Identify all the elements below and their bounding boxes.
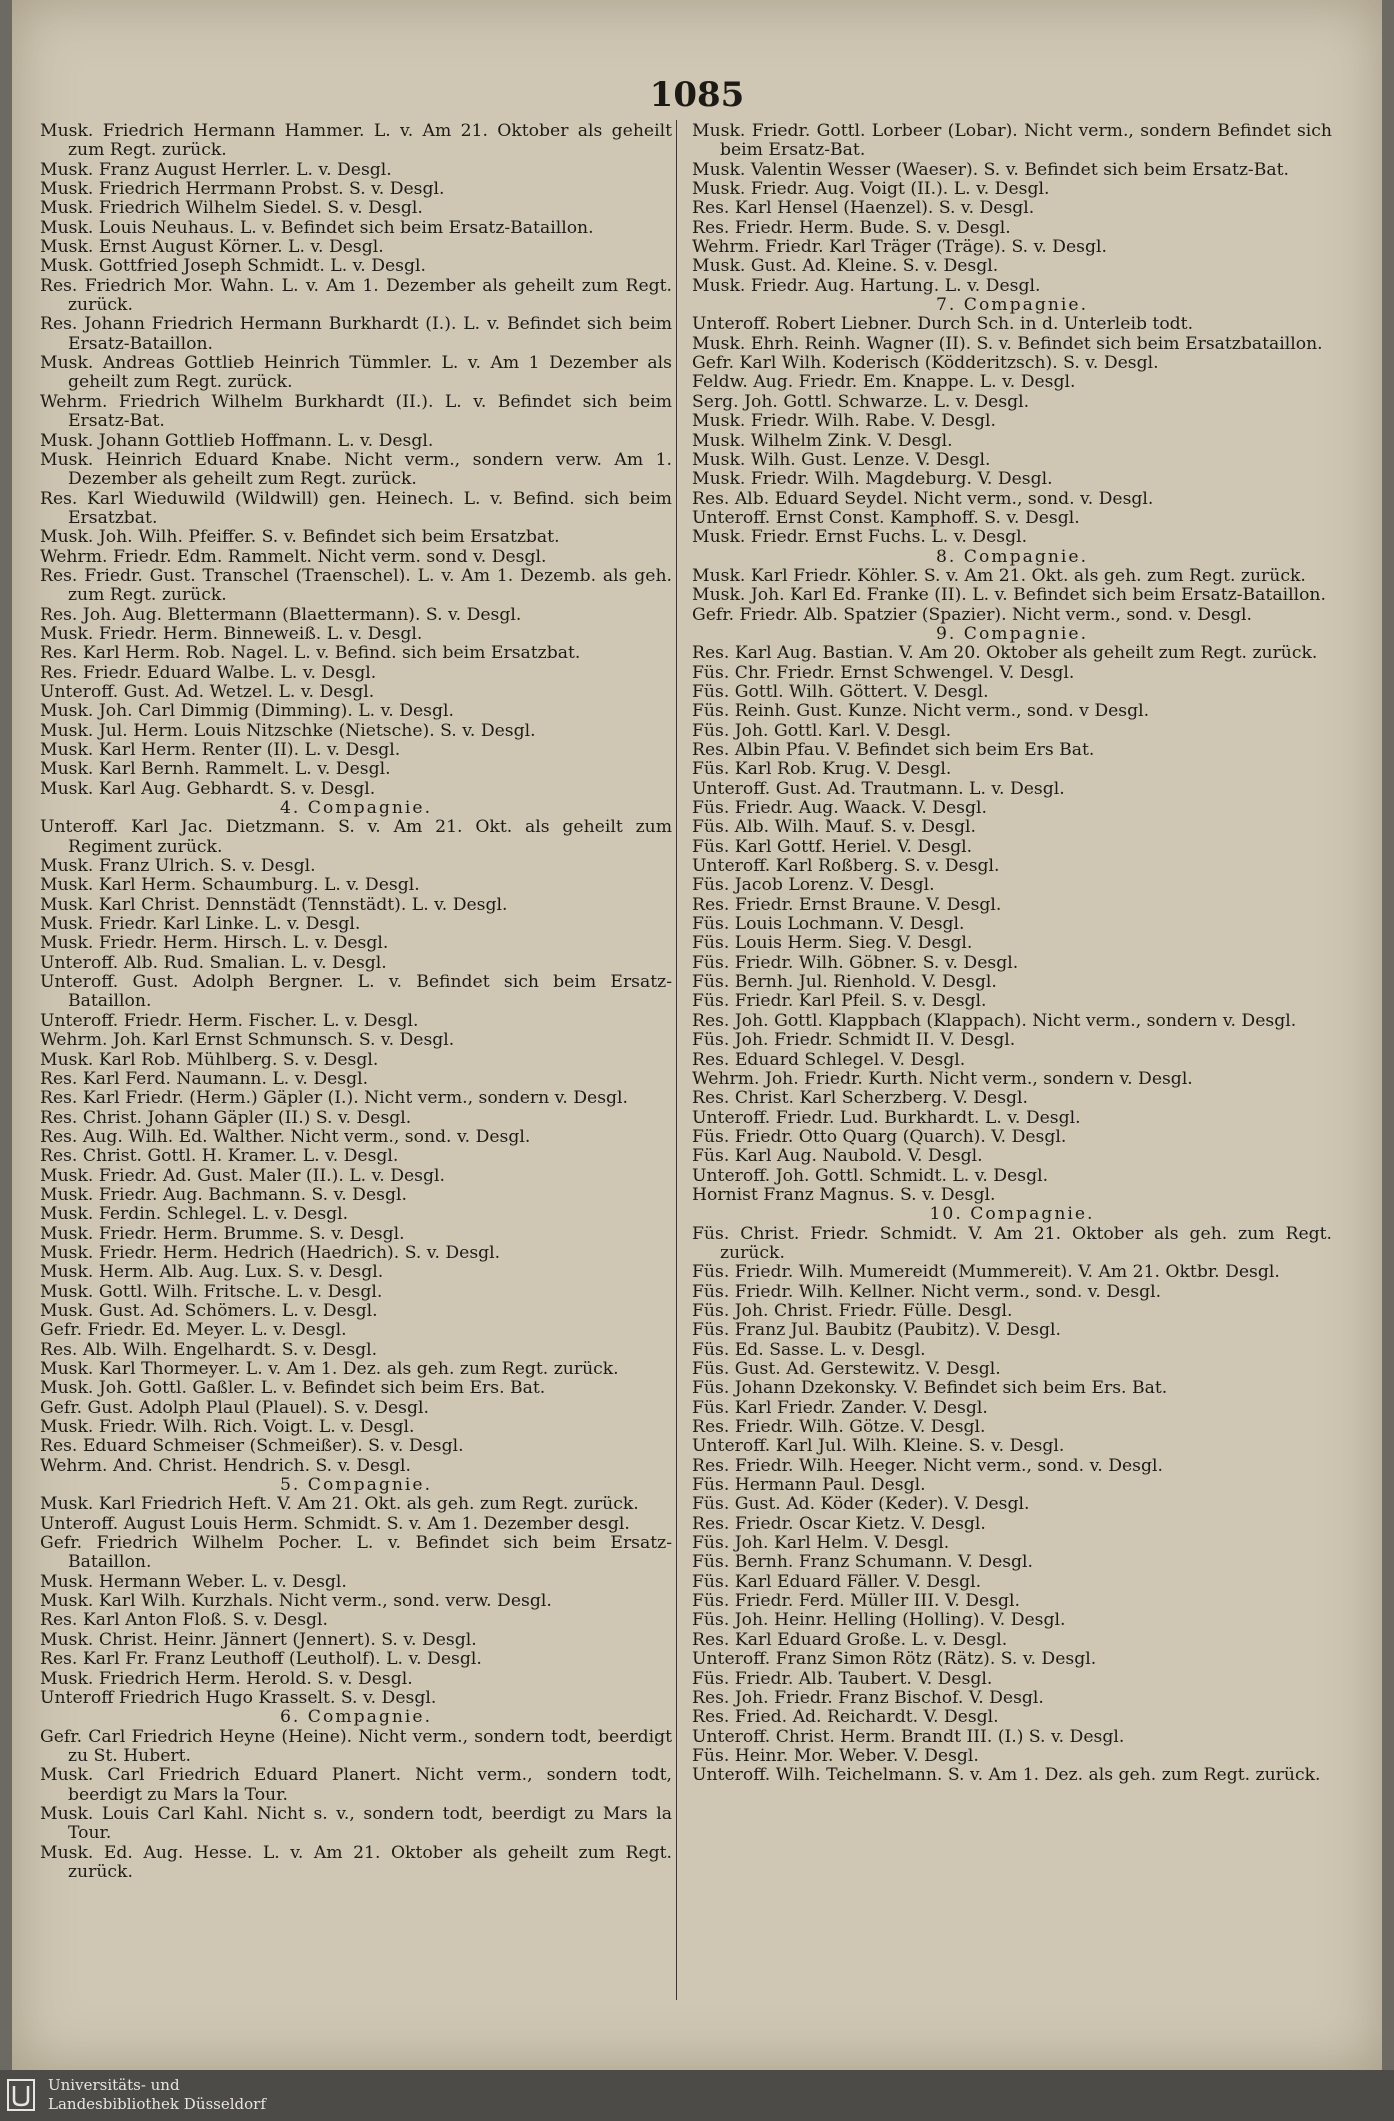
casualty-entry: Musk. Christ. Heinr. Jännert (Jennert). S. v. Desgl. [40,1629,477,1650]
casualty-entry: Füs. Karl Rob. Krug. V. Desgl. [692,759,952,780]
casualty-entry: Wehrm. Joh. Karl Ernst Schmunsch. S. v. Desgl. [40,1030,455,1051]
casualty-entry: Füs. Friedr. Wilh. Mumereidt (Mummereit). V. Am 21. Oktbr. Desgl. [692,1262,1280,1283]
casualty-entry: Musk. Friedr. Karl Linke. L. v. Desgl. [40,914,361,935]
casualty-entry: Füs. Gottl. Wilh. Göttert. V. Desgl. [692,681,989,702]
casualty-entry: Gefr. Friedr. Ed. Meyer. L. v. Desgl. [40,1320,347,1341]
casualty-entry: Res. Karl Aug. Bastian. V. Am 20. Oktober als geheilt zum Regt. zurück. [692,643,1318,664]
casualty-entry: Res. Karl Eduard Große. L. v. Desgl. [692,1629,1008,1650]
casualty-entry: Füs. Alb. Wilh. Mauf. S. v. Desgl. [692,817,976,838]
casualty-entry: Res. Joh. Gottl. Klappbach (Klappach). Nicht verm., sondern v. Desgl. [692,1010,1297,1031]
casualty-entry: Wehrm. Joh. Friedr. Kurth. Nicht verm., sondern v. Desgl. [692,1068,1193,1089]
casualty-entry: Res. Friedr. Oscar Kietz. V. Desgl. [692,1513,986,1534]
ulb-logo-icon [6,2078,36,2112]
casualty-entry: Musk. Heinrich Eduard Knabe. Nicht verm., sondern verw. Am 1. Dezember als geheilt zum Regt. zurück. [40,449,672,490]
casualty-entry: Musk. Friedrich Herm. Herold. S. v. Desgl. [40,1668,413,1689]
casualty-entry: Musk. Karl Bernh. Rammelt. L. v. Desgl. [40,759,391,780]
left-column [40,122,672,2030]
casualty-entry: Musk. Friedr. Aug. Voigt (II.). L. v. Desgl. [692,179,1050,200]
casualty-entry: Unteroff. Robert Liebner. Durch Sch. in d. Unterleib todt. [692,314,1194,335]
casualty-entry: Füs. Jacob Lorenz. V. Desgl. [692,875,935,896]
casualty-entry: Unteroff. Karl Jac. Dietzmann. S. v. Am 21. Okt. als geheilt zum Regiment zurück. [40,817,672,857]
casualty-entry: Res. Christ. Johann Gäpler (II.) S. v. Desgl. [40,1107,412,1128]
casualty-entry: Res. Alb. Wilh. Engelhardt. S. v. Desgl. [40,1339,378,1360]
casualty-entry: Musk. Jul. Herm. Louis Nitzschke (Nietsche). S. v. Desgl. [40,720,536,741]
casualty-entry: Musk. Ferdin. Schlegel. L. v. Desgl. [40,1204,349,1225]
casualty-entry: Musk. Valentin Wesser (Waeser). S. v. Befindet sich beim Ersatz-Bat. [692,159,1289,180]
casualty-entry: Füs. Reinh. Gust. Kunze. Nicht verm., sond. v Desgl. [692,701,1150,722]
casualty-entry: Musk. Joh. Gottl. Gaßler. L. v. Befindet sich beim Ers. Bat. [40,1378,546,1399]
casualty-entry: Musk. Karl Friedrich Heft. V. Am 21. Okt. als geh. zum Regt. zurück. [40,1494,639,1515]
casualty-entry: Res. Eduard Schlegel. V. Desgl. [692,1049,966,1070]
casualty-entry: Musk. Friedrich Herrmann Probst. S. v. Desgl. [40,179,445,200]
casualty-entry: Gefr. Friedr. Alb. Spatzier (Spazier). Nicht verm., sond. v. Desgl. [692,604,1252,625]
casualty-entry: Musk. Ed. Aug. Hesse. L. v. Am 21. Oktober als geheilt zum Regt. zurück. [40,1842,672,1882]
casualty-entry: Musk. Joh. Karl Ed. Franke (II). L. v. Befindet sich beim Ersatz-Bataillon. [692,585,1326,606]
casualty-entry: Musk. Friedrich Wilhelm Siedel. S. v. Desgl. [40,198,423,219]
casualty-entry: Musk. Karl Thormeyer. L. v. Am 1. Dez. als geh. zum Regt. zurück. [40,1359,619,1379]
casualty-entry: Unteroff. Gust. Adolph Bergner. L. v. Befindet sich beim Ersatz-Bataillon. [40,972,672,1012]
casualty-entry: Res. Karl Ferd. Naumann. L. v. Desgl. [40,1068,369,1089]
casualty-entry: Res. Karl Fr. Franz Leuthoff (Leutholf). L. v. Desgl. [40,1649,482,1670]
company-heading: 8. Compagnie. [935,546,1089,567]
column-divider [676,120,677,2000]
casualty-entry: Musk. Karl Christ. Dennstädt (Tennstädt). L. v. Desgl. [40,894,508,915]
right-column [692,122,1332,2030]
casualty-entry: Wehrm. Friedr. Karl Träger (Träge). S. v. Desgl. [692,237,1107,258]
casualty-entry: Musk. Johann Gottlieb Hoffmann. L. v. Desgl. [40,430,434,451]
casualty-entry: Füs. Louis Herm. Sieg. V. Desgl. [692,933,973,954]
library-name [48,2076,266,2114]
casualty-entry: Musk. Gottfried Joseph Schmidt. L. v. Desgl. [40,256,426,277]
casualty-entry: Füs. Christ. Friedr. Schmidt. V. Am 21. Oktober als geh. zum Regt. zurück. [692,1223,1332,1263]
casualty-entry: Musk. Karl Rob. Mühlberg. S. v. Desgl. [40,1049,379,1070]
casualty-entry: Füs. Friedr. Aug. Waack. V. Desgl. [692,798,987,819]
casualty-entry: Unteroff Friedrich Hugo Krasselt. S. v. Desgl. [40,1687,437,1708]
casualty-entry: Füs. Friedr. Alb. Taubert. V. Desgl. [692,1668,993,1689]
casualty-entry: Füs. Joh. Karl Helm. V. Desgl. [692,1533,950,1554]
casualty-entry: Füs. Friedr. Wilh. Göbner. S. v. Desgl. [692,952,1019,973]
casualty-entry: Res. Christ. Karl Scherzberg. V. Desgl. [692,1088,1029,1109]
casualty-entry: Füs. Joh. Gottl. Karl. V. Desgl. [692,720,952,741]
casualty-entry: Musk. Friedr. Ernst Fuchs. L. v. Desgl. [692,527,1028,548]
casualty-entry: Hornist Franz Magnus. S. v. Desgl. [692,1184,996,1205]
casualty-entry: Füs. Louis Lochmann. V. Desgl. [692,914,965,935]
casualty-entry: Unteroff. Gust. Ad. Wetzel. L. v. Desgl. [40,681,375,702]
casualty-entry: Füs. Karl Friedr. Zander. V. Desgl. [692,1397,988,1418]
casualty-entry: Res. Friedr. Ernst Braune. V. Desgl. [692,894,1002,915]
library-name-line2: Landesbibliothek Düsseldorf [48,2095,266,2113]
casualty-entry: Musk. Andreas Gottlieb Heinrich Tümmler. L. v. Am 1 Dezember als geheilt zum Regt. zurück. [40,353,672,393]
casualty-entry: Musk. Ehrh. Reinh. Wagner (II). S. v. Befindet sich beim Ersatzbataillon. [692,333,1323,354]
casualty-entry: Füs. Joh. Christ. Friedr. Fülle. Desgl. [692,1300,1013,1321]
casualty-entry: Musk. Gust. Ad. Schömers. L. v. Desgl. [40,1300,378,1321]
casualty-entry: Musk. Joh. Wilh. Pfeiffer. S. v. Befindet sich beim Ersatzbat. [40,527,560,548]
casualty-entry: Res. Karl Anton Floß. S. v. Desgl. [40,1610,328,1631]
casualty-entry: Füs. Hermann Paul. Desgl. [692,1475,926,1496]
casualty-entry: Musk. Gust. Ad. Kleine. S. v. Desgl. [692,256,999,277]
casualty-entry: Unteroff. Alb. Rud. Smalian. L. v. Desgl. [40,952,387,973]
casualty-entry: Musk. Karl Herm. Renter (II). L. v. Desgl. [40,740,401,760]
casualty-entry: Res. Eduard Schmeiser (Schmeißer). S. v. Desgl. [40,1436,464,1457]
company-heading: 7. Compagnie. [935,295,1089,316]
casualty-entry: Musk. Friedr. Herm. Hirsch. L. v. Desgl. [40,933,389,954]
casualty-entry: Musk. Friedr. Ad. Gust. Maler (II.). L. v. Desgl. [40,1165,445,1186]
casualty-entry: Füs. Karl Eduard Fäller. V. Desgl. [692,1571,982,1592]
casualty-entry: Res. Friedrich Mor. Wahn. L. v. Am 1. Dezember als geheilt zum Regt. zurück. [40,275,672,316]
casualty-entry: Gefr. Karl Wilh. Koderisch (Ködderitzsch). S. v. Desgl. [692,353,1159,374]
casualty-entry: Wehrm. And. Christ. Hendrich. S. v. Desgl. [40,1455,411,1476]
casualty-entry: Musk. Friedr. Aug. Bachmann. S. v. Desgl. [40,1184,407,1205]
casualty-entry: Musk. Friedr. Wilh. Rabe. V. Desgl. [692,411,997,432]
casualty-entry: Gefr. Carl Friedrich Heyne (Heine). Nicht verm., sondern todt, beerdigt zu St. Hubert. [40,1726,672,1766]
casualty-entry: Füs. Karl Aug. Naubold. V. Desgl. [692,1146,983,1167]
casualty-entry: Musk. Louis Carl Kahl. Nicht s. v., sondern todt, beerdigt zu Mars la Tour. [40,1803,672,1844]
casualty-entry: Unteroff. Joh. Gottl. Schmidt. L. v. Desgl. [692,1165,1049,1186]
casualty-entry: Wehrm. Friedr. Edm. Rammelt. Nicht verm. sond v. Desgl. [40,546,547,567]
casualty-entry: Musk. Friedrich Hermann Hammer. L. v. Am 21. Oktober als geheilt zum Regt. zurück. [40,122,672,161]
casualty-entry: Füs. Joh. Friedr. Schmidt II. V. Desgl. [692,1030,1016,1051]
casualty-entry: Res. Aug. Wilh. Ed. Walther. Nicht verm., sond. v. Desgl. [40,1126,531,1147]
casualty-entry: Feldw. Aug. Friedr. Em. Knappe. L. v. Desgl. [692,372,1076,393]
casualty-entry: Musk. Gottl. Wilh. Fritsche. L. v. Desgl. [40,1281,383,1302]
scanned-page [12,0,1382,2070]
casualty-entry: Res. Albin Pfau. V. Befindet sich beim Ers Bat. [692,740,1095,760]
casualty-entry: Musk. Friedr. Wilh. Rich. Voigt. L. v. Desgl. [40,1417,415,1438]
casualty-entry: Musk. Friedr. Aug. Hartung. L. v. Desgl. [692,275,1041,296]
casualty-entry: Unteroff. Karl Roßberg. S. v. Desgl. [692,856,1000,877]
company-heading: 5. Compagnie. [279,1475,433,1496]
casualty-entry: Musk. Friedr. Herm. Binneweiß. L. v. Desgl. [40,623,423,644]
casualty-entry: Serg. Joh. Gottl. Schwarze. L. v. Desgl. [692,391,1030,412]
page-number: 1085 [649,75,745,115]
casualty-entry: Füs. Friedr. Karl Pfeil. S. v. Desgl. [692,991,987,1012]
casualty-entry: Res. Karl Wieduwild (Wildwill) gen. Heinech. L. v. Befind. sich beim Ersatzbat. [40,488,672,528]
casualty-entry: Füs. Franz Jul. Baubitz (Paubitz). V. Desgl. [692,1320,1061,1341]
casualty-entry: Musk. Friedr. Gottl. Lorbeer (Lobar). Nicht verm., sondern Befindet sich beim Ersatz-Bat. [692,122,1332,161]
casualty-entry: Füs. Ed. Sasse. L. v. Desgl. [692,1339,926,1360]
casualty-entry: Res. Karl Herm. Rob. Nagel. L. v. Befind. sich beim Ersatzbat. [40,643,581,664]
casualty-entry: Unteroff. Franz Simon Rötz (Rätz). S. v. Desgl. [692,1649,1097,1670]
casualty-entry: Musk. Karl Herm. Schaumburg. L. v. Desgl. [40,875,420,896]
company-heading: 4. Compagnie. [279,798,433,819]
casualty-entry: Musk. Louis Neuhaus. L. v. Befindet sich beim Ersatz-Bataillon. [40,217,594,238]
casualty-entry: Füs. Bernh. Jul. Rienhold. V. Desgl. [692,972,997,993]
casualty-entry: Res. Friedr. Eduard Walbe. L. v. Desgl. [40,662,377,683]
casualty-entry: Gefr. Friedrich Wilhelm Pocher. L. v. Befindet sich beim Ersatz-Bataillon. [40,1533,672,1573]
casualty-entry: Res. Joh. Friedr. Franz Bischof. V. Desgl. [692,1687,1044,1708]
casualty-entry: Unteroff. Friedr. Herm. Fischer. L. v. Desgl. [40,1010,419,1031]
casualty-entry: Füs. Friedr. Otto Quarg (Quarch). V. Desgl. [692,1126,1067,1147]
casualty-entry: Füs. Gust. Ad. Köder (Keder). V. Desgl. [692,1494,1030,1515]
casualty-entry: Musk. Herm. Alb. Aug. Lux. S. v. Desgl. [40,1262,384,1283]
casualty-entry: Musk. Wilhelm Zink. V. Desgl. [692,430,953,451]
casualty-entry: Musk. Karl Aug. Gebhardt. S. v. Desgl. [40,778,376,799]
company-heading: 10. Compagnie. [929,1204,1095,1225]
casualty-entry: Unteroff. Karl Jul. Wilh. Kleine. S. v. Desgl. [692,1436,1065,1457]
library-name-line1: Universitäts- und [48,2076,180,2094]
casualty-entry: Wehrm. Friedrich Wilhelm Burkhardt (II.). L. v. Befindet sich beim Ersatz-Bat. [40,391,672,432]
casualty-entry: Unteroff. August Louis Herm. Schmidt. S. v. Am 1. Dezember desgl. [40,1513,630,1534]
casualty-entry: Res. Friedr. Wilh. Götze. V. Desgl. [692,1417,986,1438]
casualty-entry: Res. Friedr. Gust. Transchel (Traenschel). L. v. Am 1. Dezemb. als geh. zum Regt. zurück. [40,565,672,606]
casualty-entry: Res. Karl Hensel (Haenzel). S. v. Desgl. [692,198,1035,219]
casualty-entry: Füs. Karl Gottf. Heriel. V. Desgl. [692,836,973,857]
casualty-entry: Musk. Joh. Carl Dimmig (Dimming). L. v. Desgl. [40,701,454,722]
casualty-entry: Füs. Gust. Ad. Gerstewitz. V. Desgl. [692,1359,1001,1379]
casualty-entry: Unteroff. Christ. Herm. Brandt III. (I.) S. v. Desgl. [692,1726,1125,1747]
casualty-entry: Musk. Karl Friedr. Köhler. S. v. Am 21. Okt. als geh. zum Regt. zurück. [692,565,1306,586]
casualty-entry: Füs. Johann Dzekonsky. V. Befindet sich beim Ers. Bat. [692,1378,1168,1399]
casualty-entry: Füs. Friedr. Ferd. Müller III. V. Desgl. [692,1591,1020,1612]
company-heading: 9. Compagnie. [935,623,1089,644]
casualty-entry: Musk. Franz August Herrler. L. v. Desgl. [40,159,392,180]
casualty-entry: Musk. Franz Ulrich. S. v. Desgl. [40,856,316,877]
casualty-entry: Musk. Hermann Weber. L. v. Desgl. [40,1571,347,1592]
casualty-entry: Musk. Karl Wilh. Kurzhals. Nicht verm., sond. verw. Desgl. [40,1591,552,1612]
casualty-entry: Res. Christ. Gottl. H. Kramer. L. v. Desgl. [40,1146,399,1167]
casualty-entry: Musk. Friedr. Herm. Brumme. S. v. Desgl. [40,1223,405,1244]
casualty-entry: Res. Johann Friedrich Hermann Burkhardt (I.). L. v. Befindet sich beim Ersatz-Bataillon. [40,314,672,354]
casualty-entry: Unteroff. Gust. Ad. Trautmann. L. v. Desgl. [692,778,1065,799]
casualty-entry: Füs. Bernh. Franz Schumann. V. Desgl. [692,1552,1034,1573]
casualty-entry: Füs. Joh. Heinr. Helling (Holling). V. Desgl. [692,1610,1066,1631]
casualty-entry: Unteroff. Ernst Const. Kamphoff. S. v. Desgl. [692,507,1080,528]
casualty-entry: Füs. Chr. Friedr. Ernst Schwengel. V. Desgl. [692,662,1075,683]
casualty-entry: Res. Karl Friedr. (Herm.) Gäpler (I.). Nicht verm., sondern v. Desgl. [40,1088,628,1109]
casualty-entry: Füs. Friedr. Wilh. Kellner. Nicht verm., sond. v. Desgl. [692,1281,1162,1302]
casualty-entry: Unteroff. Wilh. Teichelmann. S. v. Am 1. Dez. als geh. zum Regt. zurück. [692,1765,1321,1786]
casualty-entry: Res. Joh. Aug. Blettermann (Blaettermann). S. v. Desgl. [40,604,522,625]
company-heading: 6. Compagnie. [279,1707,433,1728]
casualty-entry: Gefr. Gust. Adolph Plaul (Plauel). S. v. Desgl. [40,1397,429,1418]
casualty-entry: Füs. Heinr. Mor. Weber. V. Desgl. [692,1745,979,1766]
casualty-entry: Musk. Ernst August Körner. L. v. Desgl. [40,237,384,258]
casualty-entry: Musk. Friedr. Wilh. Magdeburg. V. Desgl. [692,469,1053,490]
casualty-entry: Res. Friedr. Wilh. Heeger. Nicht verm., sond. v. Desgl. [692,1455,1163,1476]
library-footer [0,2070,1394,2121]
casualty-entry: Res. Alb. Eduard Seydel. Nicht verm., sond. v. Desgl. [692,488,1154,509]
casualty-entry: Musk. Wilh. Gust. Lenze. V. Desgl. [692,449,991,470]
casualty-entry: Res. Fried. Ad. Reichardt. V. Desgl. [692,1707,999,1728]
casualty-entry: Res. Friedr. Herm. Bude. S. v. Desgl. [692,217,1011,238]
casualty-entry: Unteroff. Friedr. Lud. Burkhardt. L. v. Desgl. [692,1107,1081,1128]
casualty-entry: Musk. Friedr. Herm. Hedrich (Haedrich). S. v. Desgl. [40,1242,501,1263]
casualty-entry: Musk. Carl Friedrich Eduard Planert. Nicht verm., sondern todt, beerdigt zu Mars la Tour. [40,1765,672,1805]
